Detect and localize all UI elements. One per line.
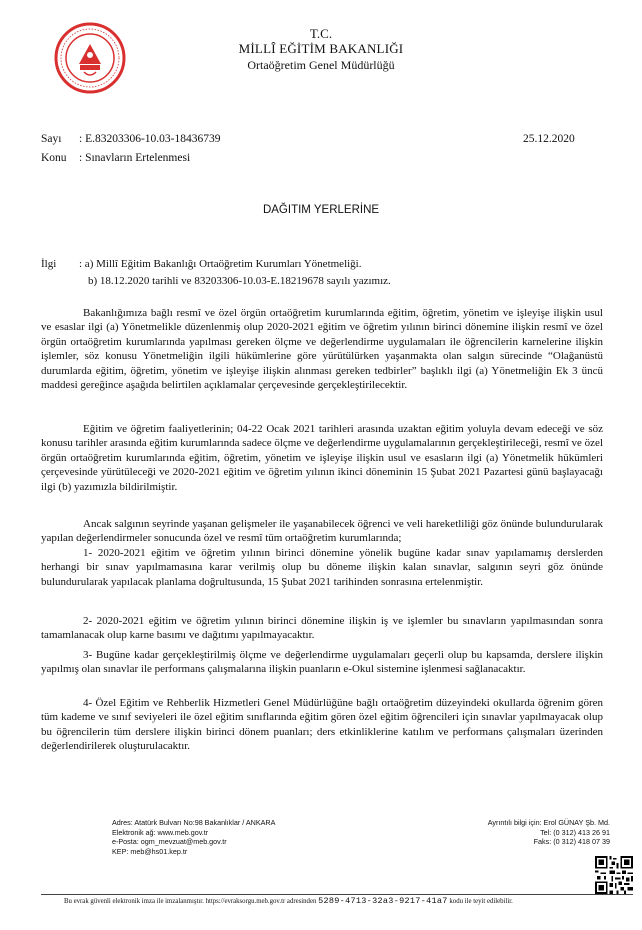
- footer-website: Elektronik ağ: www.meb.gov.tr: [112, 827, 209, 837]
- footer-phone: Tel: (0 312) 413 26 91: [540, 827, 610, 837]
- item-4-paragraph: 4- Özel Eğitim ve Rehberlik Hizmetleri Genel Müdürlüğüne bağlı ortaöğretim düzeyindeki okullarda öğrenim gören tüm kademe ve sınıf seviyeleri ile özel eğitim sınıflarında eğitim gören özel eğitim öğrencileri için sınavlar yapılmayacak olup bu öğrencilerin tüm derslere ilişkin birinci dönem puanları; ders etkinliklerine katılım ve performans çalışmaları üzerinden değerlendirilerek oluşturulacaktır.: [41, 697, 603, 753]
- verification-text: Bu evrak güvenli elektronik imza ile imzalanmıştır. https://evraksorgu.meb.gov.tr adresinden: [64, 898, 317, 905]
- distribution-title: DAĞITIM YERLERİNE: [262, 204, 380, 216]
- verification-suffix: kodu ile teyit edilebilir.: [449, 898, 513, 905]
- footer-fax: Faks: (0 312) 418 07 39: [533, 837, 610, 846]
- ilgi-b: b) 18.12.2020 tarihli ve 83203306-10.03-E.18219678 sayılı yazımız.: [88, 275, 391, 287]
- item-2-paragraph: 2- 2020-2021 eğitim ve öğretim yılının birinci dönemine ilişkin iş ve işlemler bu sınavların yapılmasından sonra tamamlanacak olup karne basımı ve dağıtımı yapılmayacaktır.: [41, 615, 603, 642]
- header-line-tc: T.C.: [309, 26, 333, 41]
- ilgi-label: İlgi: [41, 258, 57, 270]
- ilgi-a-row: [41, 258, 361, 270]
- footer-kep: KEP: meb@hs01.kep.tr: [112, 846, 188, 856]
- konu-row: [41, 152, 190, 164]
- sayi-value: : E.83203306-10.03-18436739: [79, 133, 221, 145]
- item-1-paragraph: 1- 2020-2021 eğitim ve öğretim yılının birinci dönemine yönelik bugüne kadar sınav yapılamamış derslerden herhangi bir sınav yapılmamasına karar verilmiş olup bu döneme ilişkin kalan sınavlar, salgının seyri göz önünde bulundurularak yapılacak planlama doğrultusunda, 15 Şubat 2021 tarihinden sonrasına ertelenmiştir.: [41, 547, 603, 588]
- sayi-label: Sayı: [41, 133, 62, 145]
- footer-contact-right: [420, 818, 610, 847]
- konu-label: Konu: [41, 152, 67, 164]
- body-paragraph-1: Bakanlığımıza bağlı resmî ve özel örgün ortaöğretim kurumlarında eğitim, öğretim, yönetim ve işleyişe ilişkin usul ve esaslar ilgi (a) Yönetmelikle düzenlenmiş olup 2020-2021 eğitim ve öğretim yılının birinci dönemine ilişkin resmî ve özel örgün ortaöğretim kurumlarında yapılması gereken ölçme ve değerlendirme uygulamaları ile öğrencilerin karnelerine ilişkin işlemler, söz konusu Yönetmeliğin ilgili hükümlerine göre yürütülürken yaşanmakta olan salgın sürecinde “Olağanüstü durumlarda eğitim, öğretim, yönetim ve işleyişe ilişkin alınması gereken tedbirler” başlıklı ilgi (a) Yönetmeliğin Ek 3 üncü maddesi gereğince aşağıda belirtilen açıklamalar çerçevesinde gerçekleştirilecektir.: [41, 307, 603, 392]
- ilgi-a: : a) Millî Eğitim Bakanlığı Ortaöğretim Kurumları Yönetmeliği.: [79, 258, 362, 270]
- footer-address: Adres: Atatürk Bulvarı No:98 Bakanlıklar / ANKARA: [112, 818, 276, 827]
- footer-contact-left: [112, 818, 275, 856]
- verification-code: 5289-4713-32a3-9217-41a7: [318, 896, 448, 906]
- footer-divider: [41, 894, 633, 895]
- body-paragraph-3: Ancak salgının seyrinde yaşanan gelişmeler ile yaşanabilecek öğrenci ve veli hareketliliği göz önünde bulundurularak yapılan değerlendirmeler sonucunda özel ve resmî tüm ortaöğretim kurumlarında;: [41, 518, 603, 545]
- header-ministry-name: MİLLÎ EĞİTİM BAKANLIĞI: [238, 41, 404, 56]
- verification-line: [64, 896, 624, 906]
- item-3-paragraph: 3- Bugüne kadar gerçekleştirilmiş ölçme ve değerlendirme uygulamaları geçerli olup bu kapsamda, derslere ilişkin yapılmış olan sınavlar ile performans çalışmalarına ilişkin puanların e-Okul sistemine işlenmesi sağlanacaktır.: [41, 649, 603, 676]
- konu-value: : Sınavların Ertelenmesi: [79, 152, 191, 164]
- footer-contact-person: Ayrıntılı bilgi için: Erol GÜNAY Şb. Md.: [487, 818, 610, 827]
- header-directorate: Ortaöğretim Genel Müdürlüğü: [247, 58, 395, 72]
- document-date: 25.12.2020: [523, 133, 575, 145]
- qr-code-icon: [595, 856, 633, 894]
- sayi-row: [41, 133, 221, 145]
- body-paragraph-2: Eğitim ve öğretim faaliyetlerinin; 04-22 Ocak 2021 tarihleri arasında uzaktan eğitim yoluyla devam edeceği ve söz konusu tarihler arasında eğitim kurumlarında sadece ölçme ve değerlendirme uygulamalarının gerçekleştirileceği, resmî ve özel örgün ortaöğretim kurumlarında eğitim, öğretim, yönetim ve işleyişe ilişkin usul ve esasların ilgi (a) Yönetmelik hükümleri çerçevesinde yürütüleceği ve 2020-2021 eğitim ve öğretim yılının ikinci döneminin 15 Şubat 2021 Pazartesi günü başlayacağı ilgi (b) yazımızla bildirilmiştir.: [41, 423, 603, 493]
- footer-email: e-Posta: ogm_mevzuat@meb.gov.tr: [112, 837, 227, 846]
